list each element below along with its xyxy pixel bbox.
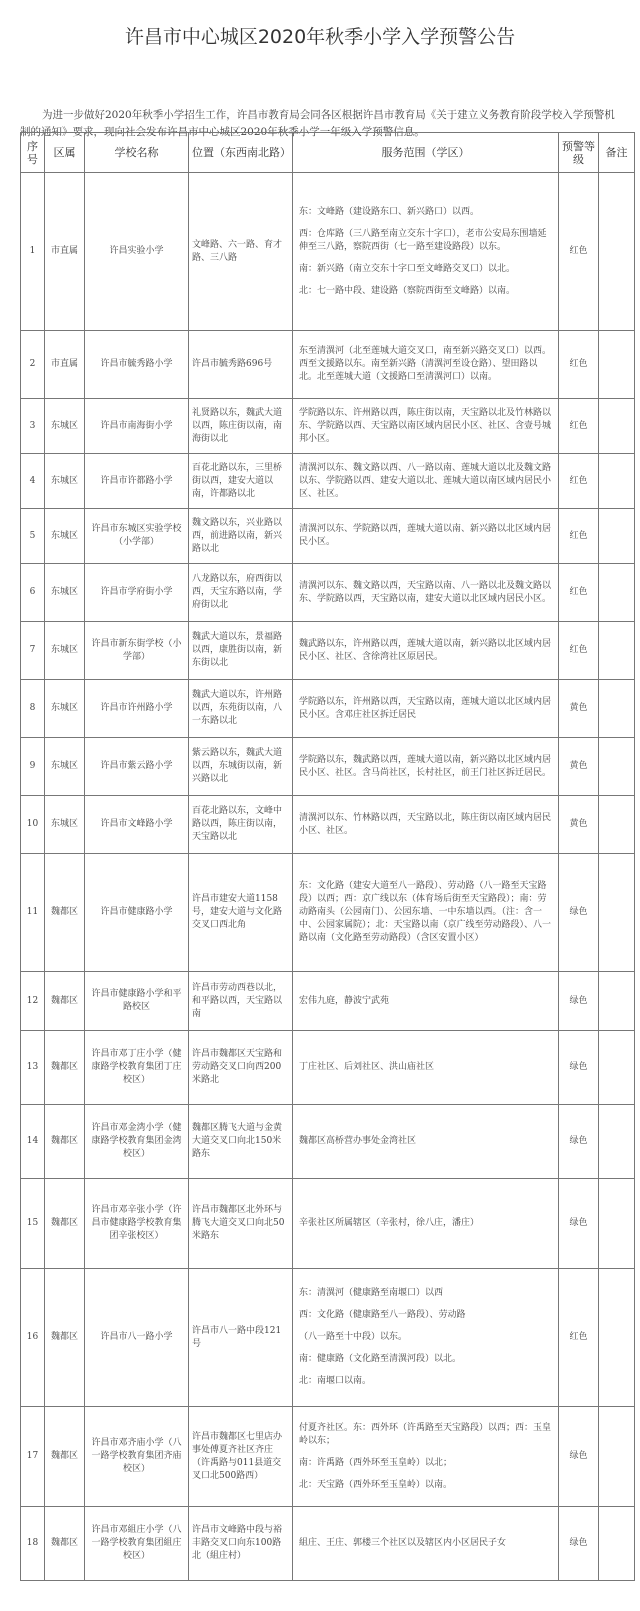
row-service-scope xyxy=(293,173,559,331)
row-location: 文峰路、六一路、育才路、三八路 xyxy=(189,173,293,331)
scope-line: 东：文化路（建安大道至八一路段）、劳动路（八一路至天宝路段）以西；西：京广线以东（体育场后街至天宝路段）；南：劳动路南头（公园南门）、公园东墙、一中东墙以西。（注：含一中、公园家属院）；北：天宝路以南（京广线至劳动路段）、八一路以南（文化路至劳动路段）（含区安置小区） xyxy=(299,881,552,943)
row-number: 1 xyxy=(21,173,45,331)
row-location: 许昌市文峰路中段与裕丰路交叉口向东100路北（組庄村） xyxy=(189,1507,293,1581)
row-school-name: 许昌市健康路小学 xyxy=(85,854,189,972)
scope-line: 西：仓库路（三八路至南立交东十字口），老市公安局东围墙延伸至三八路，察院西街（七一路至建设路段）以东。 xyxy=(299,228,547,252)
table-row xyxy=(21,1507,635,1581)
row-service-scope xyxy=(293,1031,559,1105)
row-service-scope xyxy=(293,1105,559,1179)
row-location: 八龙路以东，府西街以西，天宝东路以南，学府街以北 xyxy=(189,564,293,622)
page-title: 许昌市中心城区2020年秋季小学入学预警公告 xyxy=(124,26,516,48)
row-location: 紫云路以东，魏武大道以西，东城街以南，新兴路以北 xyxy=(189,738,293,796)
row-number: 15 xyxy=(21,1179,45,1269)
header-scope: 服务范围（学区） xyxy=(293,133,559,173)
scope-line: 南：许禹路（西外环至玉皇岭）以北； xyxy=(299,1457,453,1468)
row-school-name: 许昌市邓組庄小学（八一路学校教育集团組庄校区） xyxy=(85,1507,189,1581)
row-service-scope xyxy=(293,680,559,738)
intro-paragraph: 为进一步做好2020年秋季小学招生工作，许昌市教育局会同各区根据许昌市教育局《关于建立义务教育阶段学校入学预警机制的通知》要求，现向社会发布许昌市中心城区2020年秋季小学一年级入学预警信息。 xyxy=(20,108,615,138)
row-warning-level: 红色 xyxy=(559,1269,599,1407)
row-service-scope xyxy=(293,454,559,509)
scope-line: 北：七一路中段、建设路（察院西街至文峰路）以南。 xyxy=(299,285,516,296)
row-warning-level: 红色 xyxy=(559,564,599,622)
row-number: 4 xyxy=(21,454,45,509)
row-service-scope xyxy=(293,738,559,796)
row-number: 5 xyxy=(21,509,45,564)
row-district: 东城区 xyxy=(45,564,85,622)
scope-line: 南：健康路（文化路至清潩河段）以北。 xyxy=(299,1354,462,1364)
scope-line: 北：南堰口以南。 xyxy=(299,1376,372,1386)
header-level: 预警等级 xyxy=(559,133,599,173)
row-warning-level: 红色 xyxy=(559,509,599,564)
row-location: 许昌市建安大道1158号，建安大道与文化路交叉口西北角 xyxy=(189,854,293,972)
table-row xyxy=(21,622,635,680)
scope-line: 东：清潩河（健康路至南堰口）以西 xyxy=(299,1288,444,1298)
row-district: 东城区 xyxy=(45,509,85,564)
row-location: 魏文路以东，兴业路以西，前进路以南，新兴路以北 xyxy=(189,509,293,564)
table-row xyxy=(21,680,635,738)
scope-line: 东：文峰路（建设路东口、新兴路口）以西。 xyxy=(299,206,480,217)
row-school-name: 许昌实验小学 xyxy=(85,173,189,331)
row-number: 7 xyxy=(21,622,45,680)
row-number: 2 xyxy=(21,331,45,399)
table-row xyxy=(21,972,635,1031)
row-school-name: 许昌市毓秀路小学 xyxy=(85,331,189,399)
row-number: 16 xyxy=(21,1269,45,1407)
row-district: 魏都区 xyxy=(45,1407,85,1507)
scope-line: （八一路至十中段）以东。 xyxy=(299,1332,408,1342)
scope-line: 东至清潩河（北至莲城大道交叉口，南至新兴路交叉口）以西。西至文援路以东。南至新兴路（清潩河至设仓路）、望田路以北。北至莲城大道（文援路口至清潩河口）以南。 xyxy=(299,346,552,382)
scope-line: 西：文化路（健康路至八一路段）、劳动路 xyxy=(299,1310,466,1320)
row-warning-level: 绿色 xyxy=(559,1507,599,1581)
scope-line: 清潩河以东、竹林路以西，天宝路以北，陈庄街以南区域内居民小区、社区。 xyxy=(299,812,552,836)
row-location: 魏武大道以东，景福路以西，康胜街以南，新东街以北 xyxy=(189,622,293,680)
table-row xyxy=(21,1105,635,1179)
row-district: 东城区 xyxy=(45,399,85,454)
row-district: 东城区 xyxy=(45,680,85,738)
row-school-name: 许昌市八一路小学 xyxy=(85,1269,189,1407)
scope-line: 北：天宝路（西外环至玉皇岭）以南。 xyxy=(299,1479,453,1490)
row-warning-level: 红色 xyxy=(559,331,599,399)
row-service-scope xyxy=(293,564,559,622)
row-remark xyxy=(599,1105,635,1179)
row-school-name: 许昌市邓丁庄小学（健康路学校教育集团丁庄校区） xyxy=(85,1031,189,1105)
row-remark xyxy=(599,1407,635,1507)
row-school-name: 许昌市邓辛张小学（许昌市健康路学校教育集团辛张校区） xyxy=(85,1179,189,1269)
scope-line: 丁庄社区、后刘社区、洪山庙社区 xyxy=(299,1062,435,1072)
row-service-scope xyxy=(293,854,559,972)
table-row xyxy=(21,854,635,972)
row-district: 东城区 xyxy=(45,622,85,680)
row-number: 11 xyxy=(21,854,45,972)
row-remark xyxy=(599,1031,635,1105)
row-service-scope xyxy=(293,1179,559,1269)
row-location: 许昌市劳动西巷以北，和平路以西，天宝路以南 xyxy=(189,972,293,1031)
row-warning-level: 红色 xyxy=(559,173,599,331)
table-row xyxy=(21,509,635,564)
scope-line: 清潩河以东、魏文路以西，天宝路以南、八一路以北及魏文路以东、学院路以西，天宝路以南，建安大道以北区域内居民小区。 xyxy=(299,580,552,604)
row-warning-level: 绿色 xyxy=(559,972,599,1031)
table-row xyxy=(21,454,635,509)
row-warning-level: 黄色 xyxy=(559,680,599,738)
row-school-name: 许昌市健康路小学和平路校区 xyxy=(85,972,189,1031)
row-warning-level: 绿色 xyxy=(559,1105,599,1179)
row-warning-level: 绿色 xyxy=(559,1031,599,1105)
scope-line: 南：新兴路（南立交东十字口至文峰路交叉口）以北。 xyxy=(299,263,516,274)
table-row xyxy=(21,331,635,399)
table-row xyxy=(21,564,635,622)
row-number: 14 xyxy=(21,1105,45,1179)
row-location: 百花北路以东，三里桥街以西，建安大道以南，许都路以北 xyxy=(189,454,293,509)
row-remark xyxy=(599,173,635,331)
row-warning-level: 红色 xyxy=(559,622,599,680)
header-school: 学校名称 xyxy=(85,133,189,173)
row-district: 东城区 xyxy=(45,796,85,854)
row-remark xyxy=(599,622,635,680)
row-remark xyxy=(599,796,635,854)
row-district: 魏都区 xyxy=(45,972,85,1031)
row-school-name: 许昌市紫云路小学 xyxy=(85,738,189,796)
row-location: 魏武大道以东，许州路以西，东苑街以南，八一东路以北 xyxy=(189,680,293,738)
row-remark xyxy=(599,564,635,622)
scope-line: 宏伟九庭，静波宁武苑 xyxy=(299,995,390,1006)
row-number: 18 xyxy=(21,1507,45,1581)
row-district: 东城区 xyxy=(45,454,85,509)
table-row xyxy=(21,1179,635,1269)
row-location: 许昌市魏都区北外环与腾飞大道交叉口向北50米路东 xyxy=(189,1179,293,1269)
header-location: 位置（东西南北路） xyxy=(189,133,293,173)
row-service-scope xyxy=(293,509,559,564)
table-row xyxy=(21,1031,635,1105)
row-warning-level: 绿色 xyxy=(559,1407,599,1507)
row-school-name: 许昌市南海街小学 xyxy=(85,399,189,454)
row-service-scope xyxy=(293,1407,559,1507)
row-warning-level: 黄色 xyxy=(559,738,599,796)
table-row xyxy=(21,1269,635,1407)
row-district: 魏都区 xyxy=(45,1105,85,1179)
row-service-scope xyxy=(293,972,559,1031)
row-location: 许昌市八一路中段121号 xyxy=(189,1269,293,1407)
row-remark xyxy=(599,1179,635,1269)
scope-line: 清潩河以东、学院路以西，莲城大道以南、新兴路以北区域内居民小区。 xyxy=(299,524,552,547)
row-number: 6 xyxy=(21,564,45,622)
row-school-name: 许昌市新东街学校（小学部） xyxy=(85,622,189,680)
row-service-scope xyxy=(293,1507,559,1581)
row-district: 市直属 xyxy=(45,331,85,399)
row-number: 8 xyxy=(21,680,45,738)
scope-line: 学院路以东，许州路以西，天宝路以南，莲城大道以北区域内居民小区。含邓庄社区拆迁居民 xyxy=(299,696,552,720)
row-school-name: 许昌市许都路小学 xyxy=(85,454,189,509)
table-row xyxy=(21,399,635,454)
row-number: 13 xyxy=(21,1031,45,1105)
row-service-scope xyxy=(293,399,559,454)
row-school-name: 许昌市邓齐庙小学（八一路学校教育集团齐庙校区） xyxy=(85,1407,189,1507)
scope-line: 付夏齐社区。东：西外环（许禹路至天宝路段）以西；西：玉皇岭以东； xyxy=(299,1422,552,1446)
row-remark xyxy=(599,738,635,796)
row-district: 魏都区 xyxy=(45,854,85,972)
row-service-scope xyxy=(293,331,559,399)
row-district: 魏都区 xyxy=(45,1031,85,1105)
header-no: 序号 xyxy=(21,133,45,173)
row-school-name: 许昌市学府街小学 xyxy=(85,564,189,622)
row-school-name: 许昌市邓金湾小学（健康路学校教育集团金湾校区） xyxy=(85,1105,189,1179)
table-row xyxy=(21,173,635,331)
row-remark xyxy=(599,854,635,972)
warning-table xyxy=(20,132,635,1581)
row-remark xyxy=(599,972,635,1031)
row-warning-level: 黄色 xyxy=(559,796,599,854)
table-row xyxy=(21,1407,635,1507)
row-number: 10 xyxy=(21,796,45,854)
header-remark: 备注 xyxy=(599,133,635,173)
row-remark xyxy=(599,1507,635,1581)
row-location: 许昌市毓秀路696号 xyxy=(189,331,293,399)
row-number: 9 xyxy=(21,738,45,796)
row-location: 百花北路以东，文峰中路以西，陈庄街以南，天宝路以北 xyxy=(189,796,293,854)
scope-line: 学院路以东、许州路以西，陈庄街以南，天宝路以北及竹林路以东、学院路以西、天宝路以南区域内居民小区、社区、含壹号城邦小区。 xyxy=(299,407,552,444)
row-school-name: 许昌市文峰路小学 xyxy=(85,796,189,854)
row-district: 魏都区 xyxy=(45,1179,85,1269)
table-row xyxy=(21,796,635,854)
row-remark xyxy=(599,454,635,509)
row-number: 12 xyxy=(21,972,45,1031)
scope-line: 清潩河以东、魏文路以西、八一路以南、莲城大道以北及魏文路以东、学院路以西、建安大道以北、莲城大道以南区域内居民小区、社区。 xyxy=(299,462,552,499)
row-school-name: 许昌市许州路小学 xyxy=(85,680,189,738)
row-warning-level: 红色 xyxy=(559,454,599,509)
table-header-row xyxy=(21,133,635,173)
row-district: 魏都区 xyxy=(45,1507,85,1581)
row-location: 礼贤路以东，魏武大道以西，陈庄街以南，南海街以北 xyxy=(189,399,293,454)
row-district: 市直属 xyxy=(45,173,85,331)
row-warning-level: 绿色 xyxy=(559,854,599,972)
row-remark xyxy=(599,680,635,738)
row-service-scope xyxy=(293,1269,559,1407)
scope-line: 学院路以东，魏武路以西，莲城大道以南，新兴路以北区域内居民小区、社区。含马尚社区，长村社区，前王门社区拆迁居民。 xyxy=(299,754,552,778)
row-remark xyxy=(599,509,635,564)
scope-line: 魏都区高桥营办事处金湾社区 xyxy=(299,1136,417,1146)
row-remark xyxy=(599,1269,635,1407)
row-school-name: 许昌市东城区实验学校（小学部） xyxy=(85,509,189,564)
row-district: 魏都区 xyxy=(45,1269,85,1407)
row-remark xyxy=(599,399,635,454)
row-number: 17 xyxy=(21,1407,45,1507)
header-district: 区属 xyxy=(45,133,85,173)
row-remark xyxy=(599,331,635,399)
scope-line: 魏武路以东，许州路以西，莲城大道以南，新兴路以北区域内居民小区、社区、含徐湾社区原居民。 xyxy=(299,638,552,662)
row-location: 许昌市魏都区七里店办事处傅夏齐社区齐庄（许禹路与011县道交叉口北500路西） xyxy=(189,1407,293,1507)
row-service-scope xyxy=(293,796,559,854)
row-warning-level: 绿色 xyxy=(559,1179,599,1269)
row-service-scope xyxy=(293,622,559,680)
row-location: 魏都区腾飞大道与金黄大道交叉口向北150米路东 xyxy=(189,1105,293,1179)
scope-line: 辛张社区所属辖区（辛张村，徐八庄，潘庄） xyxy=(299,1218,480,1228)
row-number: 3 xyxy=(21,399,45,454)
row-district: 东城区 xyxy=(45,738,85,796)
row-warning-level: 红色 xyxy=(559,399,599,454)
row-location: 许昌市魏都区天宝路和劳动路交叉口向西200米路北 xyxy=(189,1031,293,1105)
table-row xyxy=(21,738,635,796)
scope-line: 組庄、王庄、郭楼三个社区以及辖区内小区居民子女 xyxy=(299,1538,507,1548)
table-body xyxy=(21,173,635,1581)
